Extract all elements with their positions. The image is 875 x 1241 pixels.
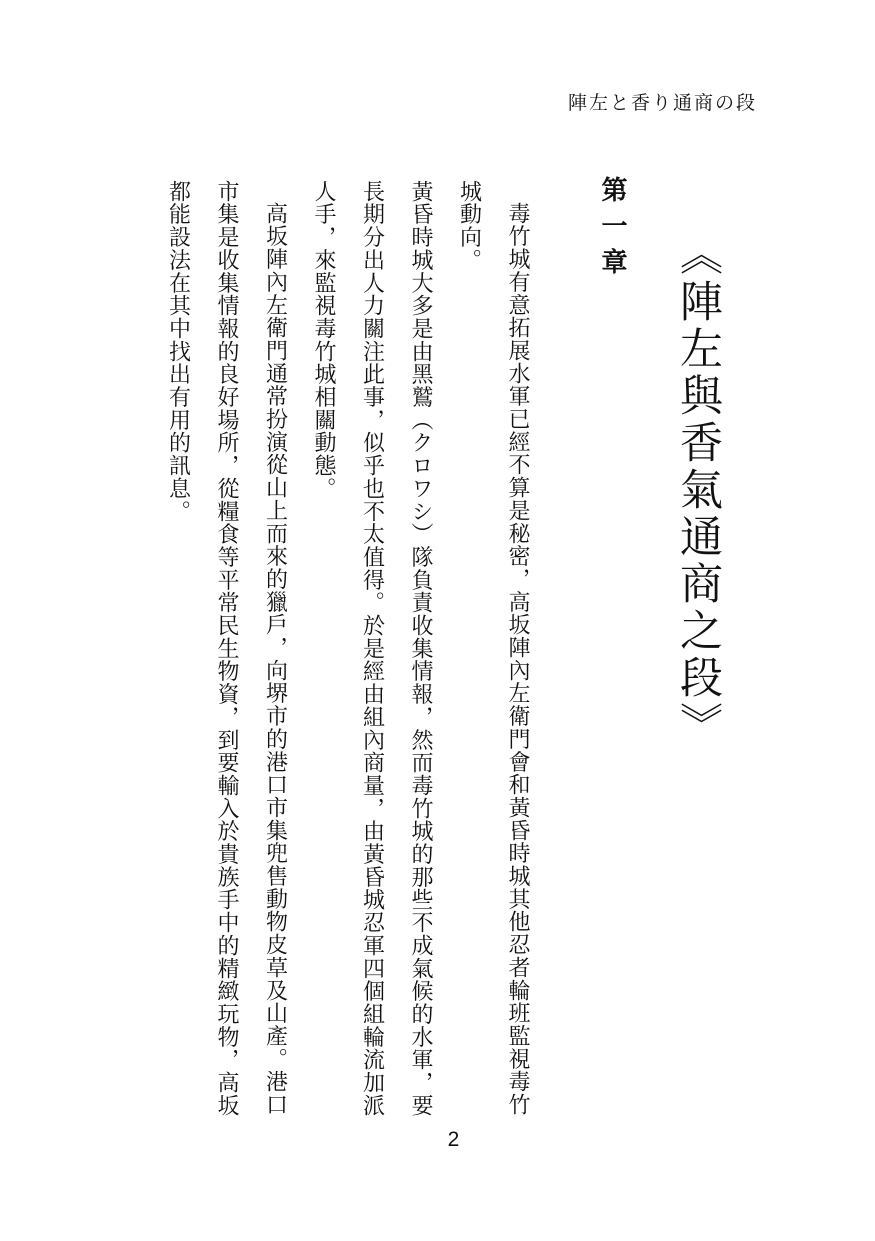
paragraph: 毒竹城有意拓展水軍已經不算是秘密，高坂陣內左衛門會和黃昏時城其他忍者輪班監視毒竹城動向。 [456,180,530,1116]
page-number: 2 [447,1128,460,1151]
body-text [153,180,541,1130]
running-header: 陣左と香り通商の段 [567,92,757,114]
paragraph: 黃昏時城大多是由黑鷲（クロワシ）隊負責收集情報，然而毒竹城的那些不成氣候的水軍，要長期分出人力關注此事，似乎也不太值得。於是經由組內商量，由黃昏城忍軍四個組輪流加派人手，來監視毒竹城相關動態。 [311,180,433,1117]
paragraph: 高坂陣內左衛門通常扮演從山上而來的獵戶，向堺市的港口市集兜售動物皮草及山產。港口市集是收集情報的良好場所，從糧食等平常民生物資，到要輸入於貴族手中的精緻玩物，高坂都能設法在其中找出有用的訊息。 [165,180,288,1117]
section-title: 《陣左與香氣通商之段》 [673,232,723,749]
page-number-container [0,1128,875,1152]
chapter-heading: 第一章 [597,176,627,284]
